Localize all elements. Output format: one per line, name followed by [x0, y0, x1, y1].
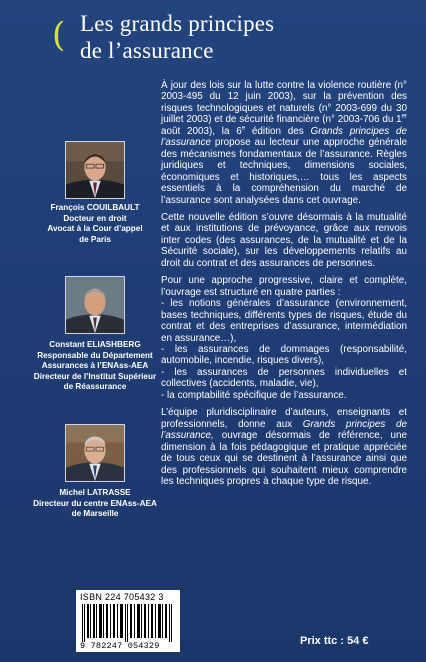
- portrait-image: [66, 425, 124, 481]
- author-caption-eliashberg: [18, 340, 172, 393]
- author-title-line: Assurances à l’ENAss-AEA: [41, 361, 149, 370]
- title-bracket: (: [52, 15, 66, 55]
- author-photo-couilbault: [65, 141, 125, 199]
- ean-number: 9 782247 054329: [80, 641, 160, 651]
- portrait-image: [66, 142, 124, 198]
- author-title-line: Directeur du centre ENAss-AEA: [33, 498, 157, 508]
- author-caption-couilbault: [18, 203, 172, 245]
- title-line-1: Les grands principes: [80, 11, 275, 36]
- paragraph-new-edition: Cette nouvelle édition s’ouvre désormais à la mutualité et aux institutions de prévoyance, grâce aux renvois inter codes (des assurances, de la mutualité et de la Sécurité sociale), sur les développements relatifs au droit du contrat et des assurances de personnes.: [161, 211, 407, 269]
- author-title-line: Responsable du Département: [37, 350, 153, 360]
- paragraph-structure: Pour une approche progressive, claire et complète, l’ouvrage est structuré en quatre parties : - les notions générales d’assurance (environnement, bases techniques, différents types de risques, étude du contrat et des entreprises d’assurance, intermédiation en assurance…), - les assurances de dommages (responsabilité, automobile, incendie, risques divers), - les assurances de personnes individuelles et collectives (accidents, maladie, vie), - la comptabilité spécifique de l’assurance.: [161, 275, 407, 401]
- author-title-line: de Marseille: [71, 509, 119, 518]
- blurb-text: [161, 80, 407, 493]
- paragraph-team: L’équipe pluridisciplinaire d’auteurs, enseignants et professionnels, donne aux Grands principes de l’assurance, ouvrage désormais de référence, une dimension à la fois pédagogique et pratique appréciée de tous ceux qui se destinent à l’assurance ainsi que des professionnels qui souhaitent mieux comprendre les techniques propres à chaque type de risque.: [161, 407, 407, 487]
- portrait-image: [66, 277, 124, 333]
- author-title-line: Directeur de l’Institut Supérieur: [33, 371, 157, 381]
- price-label: Prix ttc : 54 €: [300, 635, 369, 647]
- barcode-icon: [80, 604, 176, 642]
- list-item: - les notions générales d’assurance (environnement, bases techniques, différents types de risques, étude du contrat et des entreprises d’assurance, intermédiation en assurance…),: [161, 298, 407, 344]
- paragraph-intro: À jour des lois sur la lutte contre la violence routière (n° 2003-495 du 12 juin 2003), sur la prévention des risques technologiques et naturels (n° 2003-699 du 30 juillet 2003) et de sécurité financière (n° 2003-706 du 1er août 2003), la 6e édition des Grands principes de l’assurance propose au lecteur une approche générale des mécanismes fondamentaux de l’assurance. Règles juridiques et techniques, dimensions sociales, économiques et historiques,… tous les aspects essentiels à la compréhension du marché de l’assurance sont analysées dans cet ouvrage.: [161, 80, 407, 206]
- author-name: Constant ELIASHBERG: [49, 340, 141, 349]
- author-title-line: Docteur en droit: [63, 213, 127, 223]
- title-line-2: de l’assurance: [80, 38, 214, 63]
- list-item: - la comptabilité spécifique de l’assurance.: [161, 389, 347, 401]
- author-photo-latrasse: [65, 424, 125, 482]
- author-caption-latrasse: [18, 488, 172, 520]
- author-title-line: de Paris: [79, 234, 111, 244]
- author-title-line: Avocat à la Cour d’appel: [47, 224, 143, 233]
- author-name: François COUILBAULT: [50, 203, 140, 212]
- book-title: [80, 10, 274, 64]
- isbn-label: ISBN 224 705432 3: [80, 592, 164, 602]
- author-name: Michel LATRASSE: [59, 488, 131, 497]
- author-photo-eliashberg: [65, 276, 125, 334]
- list-item: - les assurances de dommages (responsabilité, automobile, incendie, risques divers),: [161, 343, 407, 367]
- list-item: - les assurances de personnes individuelles et collectives (accidents, maladie, vie),: [161, 366, 407, 390]
- author-title-line: de Réassurance: [63, 382, 127, 391]
- barcode-box: [76, 590, 180, 652]
